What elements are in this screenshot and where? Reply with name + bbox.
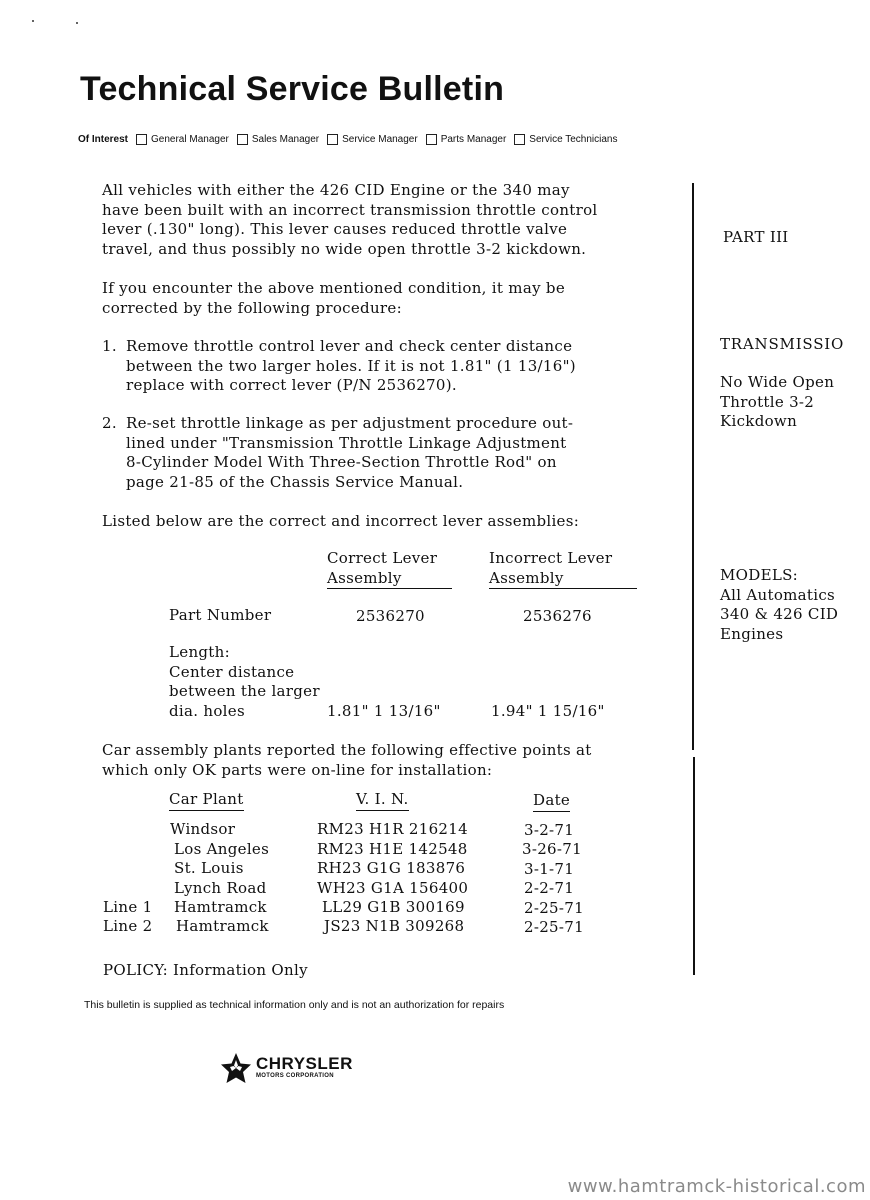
plant-vin: RH23 G1G 183876 <box>317 859 466 877</box>
sidebar-category: TRANSMISSIO <box>720 335 845 353</box>
recipient-parts-manager: Parts Manager <box>426 134 507 145</box>
plant-vin: LL29 G1B 300169 <box>322 898 465 916</box>
step-2-text: Re-set throttle linkage as per adjustment procedure out- lined under "Transmission Throttle Linkage Adjustment 8-Cylinder Model With Three-Section Throttle Rod" on page 21-85 of the Chassis Service Manual. <box>126 414 574 491</box>
plant-name: Hamtramck <box>174 898 267 916</box>
plant-vin: WH23 G1A 156400 <box>317 879 469 897</box>
checkbox-icon <box>136 134 147 145</box>
sidebar-models: MODELS: All Automatics 340 & 426 CID Engines <box>720 566 839 643</box>
plant-date: 2-25-71 <box>524 918 584 936</box>
logo-text: CHRYSLER MOTORS CORPORATION <box>256 1054 353 1079</box>
page-title: Technical Service Bulletin <box>80 70 505 108</box>
step-1-number: 1. <box>102 337 117 355</box>
disclaimer: This bulletin is supplied as technical information only and is not an authorization for repairs <box>84 999 505 1011</box>
policy: POLICY: Information Only <box>103 961 308 979</box>
recipient-general-manager: General Manager <box>136 134 229 145</box>
plant-line: Line 1 <box>103 898 153 916</box>
scan-speck <box>76 22 78 24</box>
correct-lever-header: Correct Lever Assembly <box>327 549 452 589</box>
plant-date: 2-2-71 <box>524 879 575 897</box>
plant-name: Windsor <box>170 820 236 838</box>
checkbox-icon <box>426 134 437 145</box>
recipient-service-manager: Service Manager <box>327 134 418 145</box>
intro-paragraph: All vehicles with either the 426 CID Engine or the 340 may have been built with an incorrect transmission throttle control lever (.130" long). This lever causes reduced throttle valve travel, and thus possibly no wide open throttle 3-2 kickdown. <box>102 181 598 258</box>
of-interest-label: Of Interest <box>78 134 129 145</box>
incorrect-lever-header-underline: Assembly <box>489 569 637 590</box>
plant-date: 3-2-71 <box>524 821 575 839</box>
checkbox-icon <box>514 134 525 145</box>
plant-date: 3-1-71 <box>524 860 575 878</box>
incorrect-length: 1.94" 1 15/16" <box>491 702 605 720</box>
checkbox-icon <box>327 134 338 145</box>
plants-header-plant: Car Plant <box>169 790 244 811</box>
pentastar-icon <box>220 1052 252 1084</box>
plant-vin: RM23 H1R 216214 <box>317 820 468 838</box>
step-1-text: Remove throttle control lever and check center distance between the two larger holes. If it is not 1.81" (1 13/16") replace with correct lever (P/N 2536270). <box>126 337 576 394</box>
margin-rule-lower <box>693 757 695 975</box>
plant-name: Los Angeles <box>174 840 270 858</box>
checkbox-icon <box>237 134 248 145</box>
correct-lever-header-underline: Assembly <box>327 569 452 590</box>
plants-header-date: Date <box>533 791 570 812</box>
plants-intro: Car assembly plants reported the following effective points at which only OK parts were on-line for installation: <box>102 741 592 779</box>
recipient-sales-manager: Sales Manager <box>237 134 319 145</box>
correct-part-number: 2536270 <box>356 607 425 625</box>
sidebar-subject: No Wide Open Throttle 3-2 Kickdown <box>720 373 835 430</box>
plant-date: 2-25-71 <box>524 899 584 917</box>
plant-name: St. Louis <box>174 859 244 877</box>
chrysler-logo <box>220 1052 353 1084</box>
incorrect-part-number: 2536276 <box>523 607 592 625</box>
margin-rule-upper <box>692 183 694 750</box>
correct-length: 1.81" 1 13/16" <box>327 702 441 720</box>
plant-name: Hamtramck <box>176 917 269 935</box>
length-label: Length: Center distance between the larger dia. holes <box>169 643 320 720</box>
step-2-number: 2. <box>102 414 117 432</box>
plant-vin: JS23 N1B 309268 <box>324 917 465 935</box>
part-number-label: Part Number <box>169 606 272 624</box>
of-interest-row <box>78 134 626 145</box>
incorrect-lever-header: Incorrect Lever Assembly <box>489 549 637 589</box>
sidebar-part: PART III <box>723 228 789 246</box>
plant-date: 3-26-71 <box>522 840 582 858</box>
plant-name: Lynch Road <box>174 879 267 897</box>
condition-paragraph: If you encounter the above mentioned condition, it may be corrected by the following procedure: <box>102 279 565 317</box>
watermark: www.hamtramck-historical.com <box>567 1176 866 1197</box>
recipient-service-technicians: Service Technicians <box>514 134 617 145</box>
plant-vin: RM23 H1E 142548 <box>317 840 468 858</box>
plants-header-vin: V. I. N. <box>356 790 409 811</box>
lever-intro: Listed below are the correct and incorrect lever assemblies: <box>102 512 580 530</box>
plant-line: Line 2 <box>103 917 153 935</box>
table-row <box>102 820 172 840</box>
scan-speck <box>32 20 34 22</box>
